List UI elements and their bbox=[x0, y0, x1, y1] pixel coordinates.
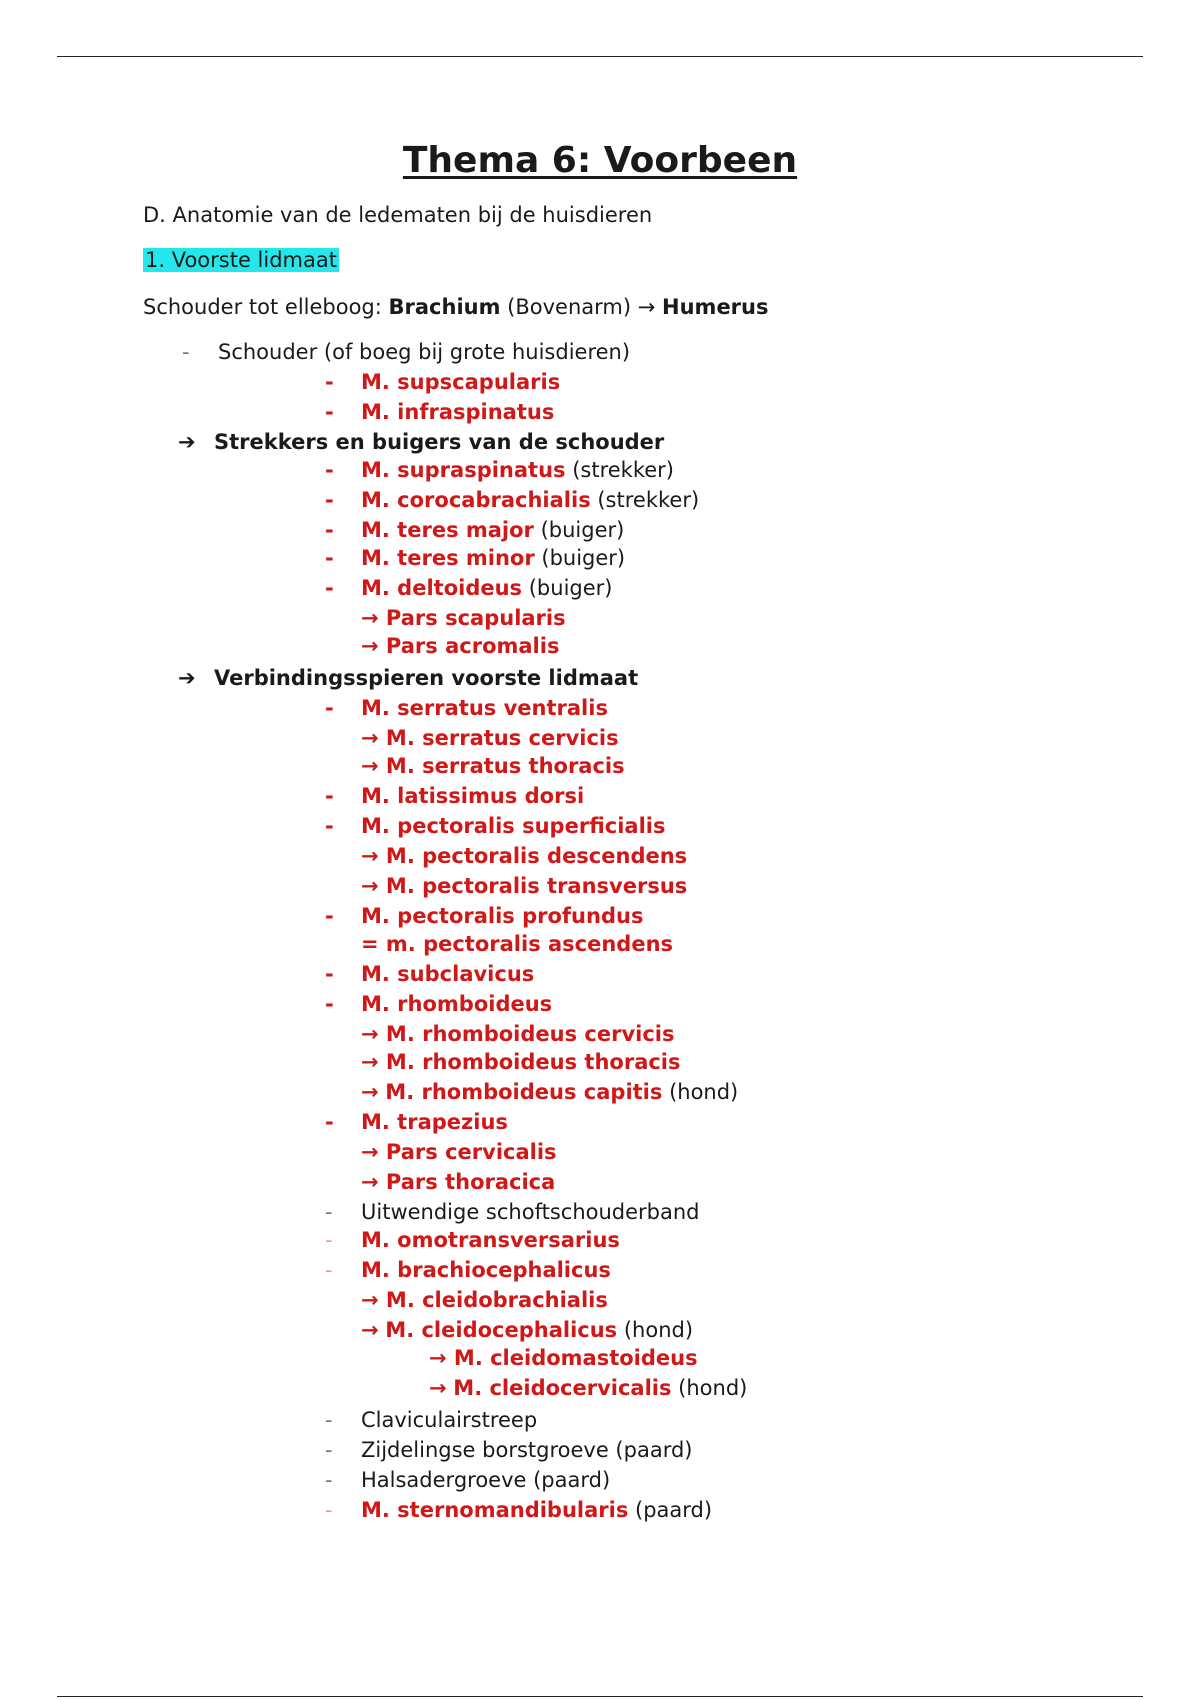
dash-bullet: - bbox=[325, 814, 334, 838]
list-item: - M. rhomboideus bbox=[325, 992, 553, 1016]
sub-item: → M. rhomboideus cervicis bbox=[361, 1022, 675, 1046]
list-item: - M. supraspinatus (strekker) bbox=[325, 458, 675, 482]
arrow-icon: → bbox=[361, 606, 379, 630]
page-title: Thema 6: Voorbeen bbox=[402, 140, 798, 181]
sub-item: → Pars scapularis bbox=[361, 606, 566, 630]
dash-bullet: - bbox=[325, 488, 334, 512]
dash-bullet: - bbox=[325, 1408, 333, 1432]
sub-item: → Pars cervicalis bbox=[361, 1140, 557, 1164]
header-rule bbox=[57, 56, 1143, 57]
dash-bullet: - bbox=[325, 400, 334, 424]
sub-item: → M. cleidocephalicus (hond) bbox=[361, 1318, 694, 1342]
arrow-right-icon: ➔ bbox=[178, 666, 196, 690]
sub-item: → M. cleidobrachialis bbox=[361, 1288, 608, 1312]
sub-item: → M. serratus thoracis bbox=[361, 754, 625, 778]
list-item: - M. teres minor (buiger) bbox=[325, 546, 626, 570]
arrow-icon: → bbox=[361, 844, 379, 868]
arrow-icon: → bbox=[361, 1288, 379, 1312]
intro-bone: Humerus bbox=[662, 295, 769, 319]
dash-bullet: - bbox=[325, 1468, 333, 1492]
arrow-icon: → bbox=[637, 295, 656, 319]
list-item: - M. trapezius bbox=[325, 1110, 508, 1134]
sub-item: → Pars acromalis bbox=[361, 634, 560, 658]
sub-item: → M. rhomboideus capitis (hond) bbox=[361, 1080, 739, 1104]
sub-sub-item: → M. cleidocervicalis (hond) bbox=[429, 1376, 748, 1400]
dash-bullet: - bbox=[325, 696, 334, 720]
list-item: - M. teres major (buiger) bbox=[325, 518, 625, 542]
dash-bullet: - bbox=[325, 904, 334, 928]
list-item: - Halsadergroeve (paard) bbox=[325, 1468, 611, 1492]
list-item: - Claviculairstreep bbox=[325, 1408, 538, 1432]
list-item bbox=[182, 338, 630, 366]
section-heading bbox=[143, 246, 339, 274]
dash-bullet: - bbox=[325, 546, 334, 570]
arrow-icon: → bbox=[361, 1022, 379, 1046]
list-item: - M. corocabrachialis (strekker) bbox=[325, 488, 700, 512]
footer-rule bbox=[57, 1696, 1143, 1697]
sub-item: = m. pectoralis ascendens bbox=[361, 932, 674, 956]
list-item: - Uitwendige schoftschouderband bbox=[325, 1200, 700, 1224]
arrow-icon: → bbox=[361, 726, 379, 750]
list-label: Schouder (of boeg bij grote huisdieren) bbox=[218, 340, 631, 364]
dash-bullet: - bbox=[325, 1498, 333, 1522]
dash-bullet: - bbox=[325, 370, 334, 394]
group-heading: ➔ Strekkers en buigers van de schouder bbox=[178, 430, 665, 454]
arrow-icon: → bbox=[429, 1346, 447, 1370]
dash-bullet: - bbox=[325, 1228, 333, 1252]
subtitle: D. Anatomie van de ledematen bij de huisdieren bbox=[143, 203, 653, 227]
intro-prefix: Schouder tot elleboog: bbox=[143, 295, 389, 319]
intro-term: Brachium bbox=[388, 295, 501, 319]
arrow-icon: → bbox=[361, 1170, 379, 1194]
dash-bullet: - bbox=[325, 1438, 333, 1462]
sub-item: → M. serratus cervicis bbox=[361, 726, 619, 750]
sub-sub-item: → M. cleidomastoideus bbox=[429, 1346, 698, 1370]
arrow-icon: → bbox=[429, 1376, 447, 1400]
list-item: - M. latissimus dorsi bbox=[325, 784, 585, 808]
list-item: - M. pectoralis superficialis bbox=[325, 814, 666, 838]
arrow-icon: → bbox=[361, 634, 379, 658]
dash-bullet: - bbox=[182, 340, 190, 364]
section-highlight: 1. Voorste lidmaat bbox=[145, 248, 337, 272]
sub-item: → Pars thoracica bbox=[361, 1170, 556, 1194]
group-heading: ➔ Verbindingsspieren voorste lidmaat bbox=[178, 666, 639, 690]
arrow-icon: → bbox=[361, 1318, 379, 1342]
sub-item: → M. pectoralis descendens bbox=[361, 844, 688, 868]
list-item: - M. pectoralis profundus bbox=[325, 904, 644, 928]
arrow-icon: → bbox=[361, 1050, 379, 1074]
dash-bullet: - bbox=[325, 518, 334, 542]
dash-bullet: - bbox=[325, 1258, 333, 1282]
arrow-icon: → bbox=[361, 754, 379, 778]
dash-bullet: - bbox=[325, 1200, 333, 1224]
list-item: - Zijdelingse borstgroeve (paard) bbox=[325, 1438, 693, 1462]
arrow-icon: → bbox=[361, 1080, 379, 1104]
dash-bullet: - bbox=[325, 458, 334, 482]
intro-paren: (Bovenarm) bbox=[500, 295, 638, 319]
list-item: - M. omotransversarius bbox=[325, 1228, 620, 1252]
dash-bullet: - bbox=[325, 784, 334, 808]
list-item: - M. brachiocephalicus bbox=[325, 1258, 611, 1282]
list-item: - M. supscapularis bbox=[325, 370, 561, 394]
sub-item: → M. pectoralis transversus bbox=[361, 874, 688, 898]
dash-bullet: - bbox=[325, 1110, 334, 1134]
sub-item: → M. rhomboideus thoracis bbox=[361, 1050, 681, 1074]
dash-bullet: - bbox=[325, 576, 334, 600]
list-item: - M. serratus ventralis bbox=[325, 696, 608, 720]
list-item: - M. subclavicus bbox=[325, 962, 535, 986]
list-item: - M. deltoideus (buiger) bbox=[325, 576, 613, 600]
dash-bullet: - bbox=[325, 962, 334, 986]
intro-line bbox=[143, 293, 769, 321]
arrow-icon: → bbox=[361, 1140, 379, 1164]
list-item: - M. sternomandibularis (paard) bbox=[325, 1498, 713, 1522]
dash-bullet: - bbox=[325, 992, 334, 1016]
arrow-icon: → bbox=[361, 874, 379, 898]
arrow-right-icon: ➔ bbox=[178, 430, 196, 454]
list-item: - M. infraspinatus bbox=[325, 400, 555, 424]
